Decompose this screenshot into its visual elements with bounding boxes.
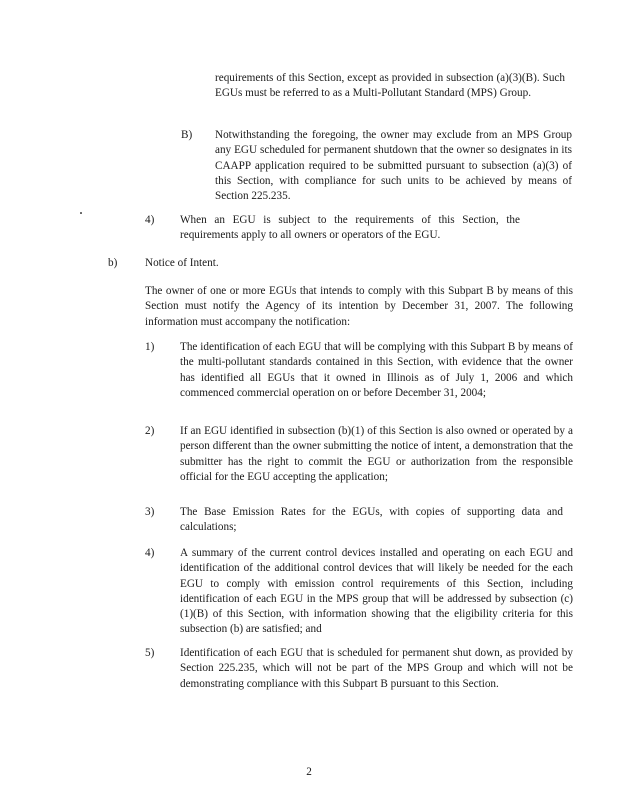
section-b-heading: Notice of Intent. [145, 257, 219, 269]
item-b5-text: Identification of each EGU that is scheduled for permanent shut down, as provided by Section 225.235, which will not be part of the MPS Group and which will not be demonstrating compliance with this Subpart B pursuant to this Section. [180, 647, 573, 690]
item-b3-label: 3) [145, 506, 155, 518]
item-a3B-text: Notwithstanding the foregoing, the owner may exclude from an MPS Group any EGU scheduled for permanent shutdown that the owner so designates in its CAAPP application required to be submitted pursuant to subsection (a)(3) of this Section, with compliance for such units to be achieved by means of Section 225.235. [215, 129, 572, 203]
item-b2-text: If an EGU identified in subsection (b)(1) of this Section is also owned or operated by a person different than the owner submitting the notice of intent, a demonstration that the submitter has the right to commit the EGU or authorization from the responsible official for the EGU accepting the application; [180, 425, 573, 483]
page-number: 2 [306, 766, 312, 778]
item-b3-text: The Base Emission Rates for the EGUs, with copies of supporting data and calculations; [180, 506, 563, 534]
item-b1-label: 1) [145, 341, 155, 353]
section-b-intro: The owner of one or more EGUs that intends to comply with this Subpart B by means of this Section must notify the Agency of its intention by December 31, 2007. The following information must accompany the notification: [145, 285, 573, 328]
section-b-label: b) [108, 257, 118, 269]
continuation-paragraph: requirements of this Section, except as provided in subsection (a)(3)(B). Such EGUs must be referred to as a Multi-Pollutant Standard (MPS) Group. [215, 72, 565, 100]
item-b1-text: The identification of each EGU that will be complying with this Subpart B by means of the multi-pollutant standards contained in this Section, with evidence that the owner has identified all EGUs that it owned in Illinois as of July 1, 2006 and which commenced commercial operation on or before December 31, 2004; [180, 341, 573, 399]
scan-speck [80, 212, 82, 214]
item-a4-text: When an EGU is subject to the requirements of this Section, the requirements apply to all owners or operators of the EGU. [180, 214, 520, 242]
item-b5-label: 5) [145, 647, 155, 659]
item-b4-label: 4) [145, 547, 155, 559]
item-b4-text: A summary of the current control devices installed and operating on each EGU and identification of the additional control devices that will likely be needed for the each EGU to comply with emission control requirements of this Section, including identification of each EGU in the MPS group that will be addressed by subsection (c)(1)(B) of this Section, with information showing that the eligibility criteria for this subsection (b) are satisfied; and [180, 547, 573, 636]
item-a4-label: 4) [145, 214, 155, 226]
item-a3B-label: B) [181, 129, 193, 141]
item-b2-label: 2) [145, 425, 155, 437]
